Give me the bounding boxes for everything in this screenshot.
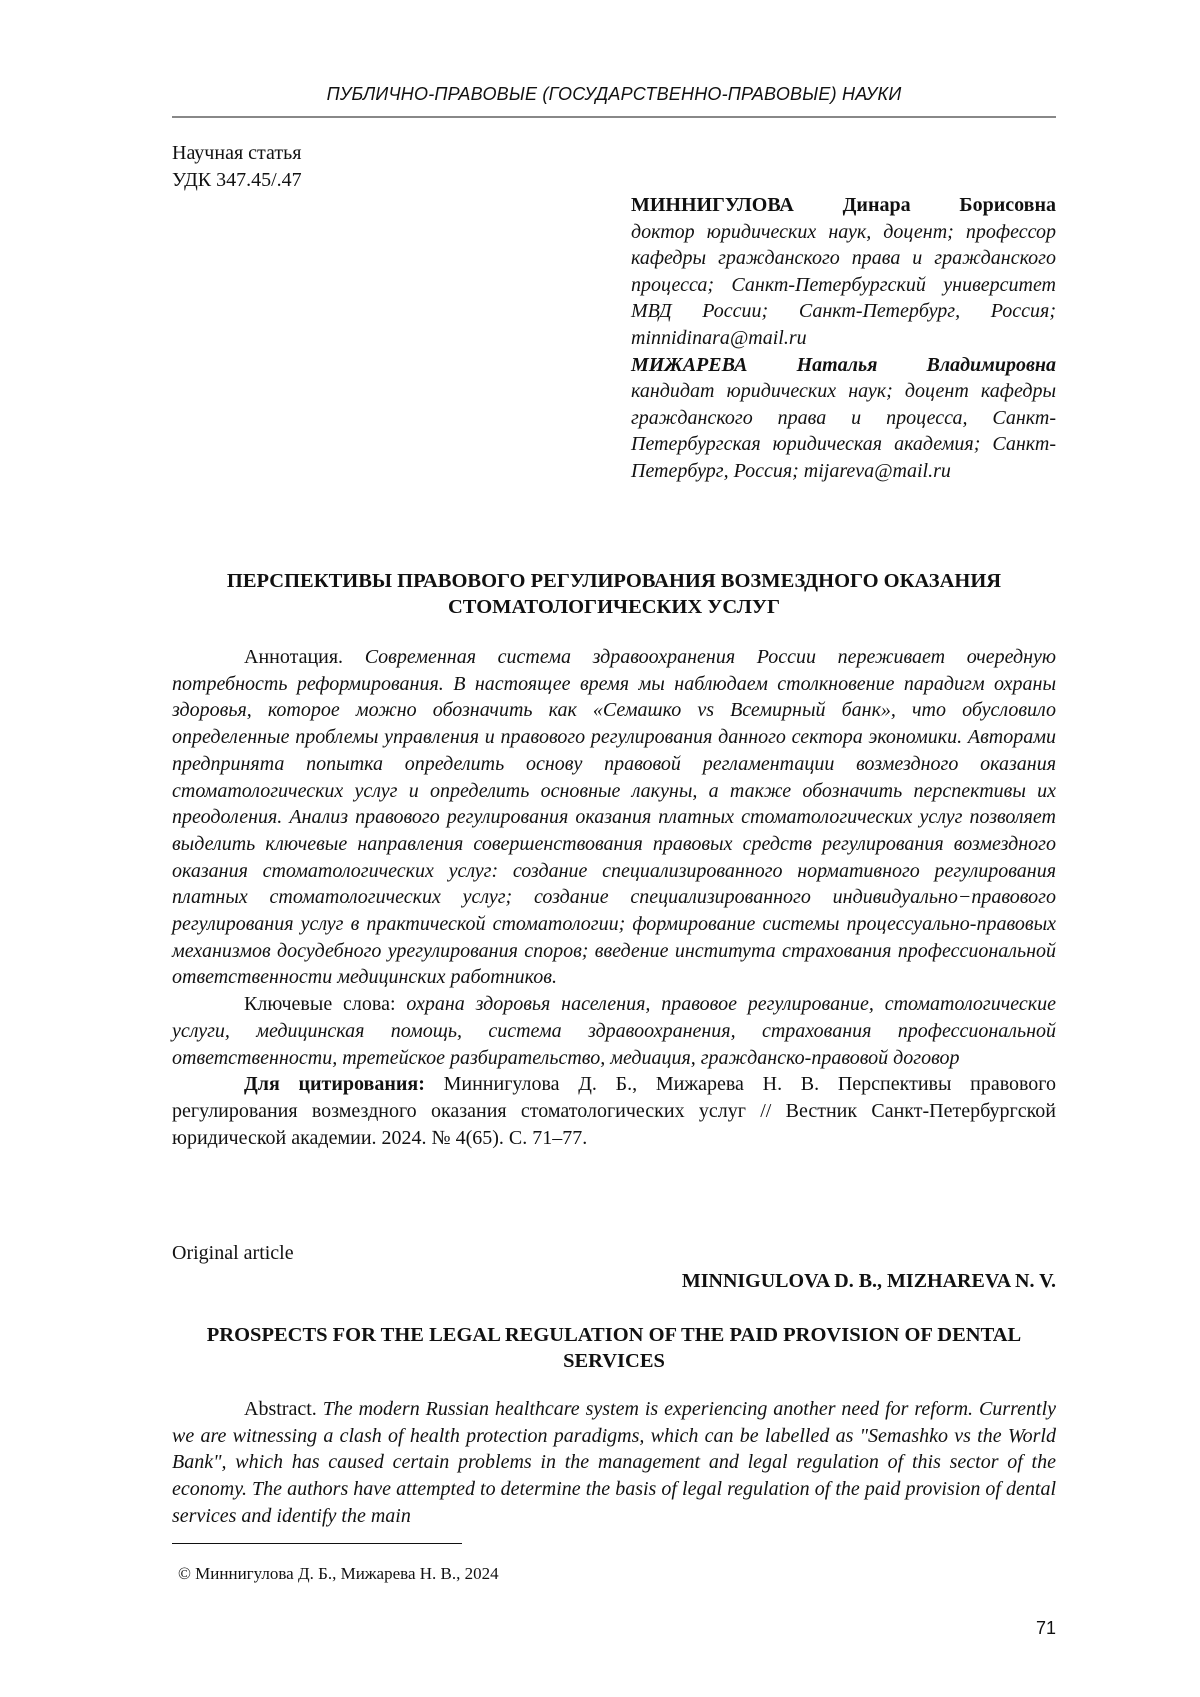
running-header: ПУБЛИЧНО-ПРАВОВЫЕ (ГОСУДАРСТВЕННО-ПРАВОВЫЕ) НАУКИ (326, 84, 902, 104)
author-affiliation-1: доктор юридических наук, доцент; профессор кафедры гражданского права и гражданского процесса; Санкт-Петербургский университет МВД России; Санкт-Петербург, Россия; minnidinara@mail.ru (631, 220, 1056, 349)
original-article-label: Original article (172, 1242, 294, 1264)
header-divider (172, 116, 1056, 118)
citation-label: Для цитирования: (244, 1073, 425, 1096)
keywords-ru-text: охрана здоровья населения, правовое регулирование, стоматологические услуги, медицинская помощь, система здравоохранения, страхования профессиональной ответственности, третейское разбирательство, медиация, гражданско-правовой договор (172, 993, 1057, 1069)
author-block (631, 192, 1056, 485)
article-title-en: PROSPECTS FOR THE LEGAL REGULATION OF THE PAID PROVISION OF DENTAL SERVICES (206, 1324, 1022, 1372)
english-abstract-section (172, 1396, 1056, 1530)
udk-code: УДК 347.45/.47 (172, 169, 302, 191)
keywords-ru (172, 991, 1056, 1071)
citation (172, 1071, 1056, 1151)
citation-text: Миннигулова Д. Б., Мижарева Н. В. Перспективы правового регулирования возмездного оказания стоматологических услуг // Вестник Санкт-Петербургской юридической академии. 2024. № 4(65). С. 71–77. (172, 1073, 1057, 1149)
article-meta (172, 140, 302, 194)
keywords-ru-label: Ключевые слова: (244, 993, 396, 1016)
abstract-en-label: Abstract. (244, 1398, 317, 1420)
footnote-divider (172, 1543, 462, 1544)
author-affiliation-2: кандидат юридических наук; доцент кафедры гражданского права и процесса, Санкт-Петербургская юридическая академия; Санкт-Петербург, Россия; mijareva@mail.ru (631, 380, 1056, 482)
abstract-ru (172, 644, 1056, 991)
author-name-2: МИЖАРЕВА Наталья Владимировна (631, 353, 1056, 376)
authors-en: MINNIGULOVA D. B., MIZHAREVA N. V. (681, 1270, 1056, 1292)
page-number: 71 (1035, 1618, 1056, 1638)
abstract-en (172, 1396, 1056, 1530)
copyright-footnote: © Миннигулова Д. Б., Мижарева Н. В., 2024 (178, 1564, 499, 1583)
author-name-1: МИННИГУЛОВА Динара Борисовна (631, 194, 1056, 216)
article-title-ru: ПЕРСПЕКТИВЫ ПРАВОВОГО РЕГУЛИРОВАНИЯ ВОЗМЕЗДНОГО ОКАЗАНИЯ СТОМАТОЛОГИЧЕСКИХ УСЛУГ (226, 570, 1002, 618)
abstract-ru-label: Аннотация. (244, 646, 344, 668)
article-type: Научная статья (172, 142, 302, 164)
abstract-ru-text: Современная система здравоохранения России переживает очередную потребность реформирования. В настоящее время мы наблюдаем столкновение парадигм охраны здоровья, которое можно обозначить как «Семашко vs Всемирный банк», что обусловило определенные проблемы управления и правового регулирования данного сектора экономики. Авторами предпринята попытка определить основу правовой регламентации возмездного оказания стоматологических услуг и определить основные лакуны, а также обозначить перспективы их преодоления. Анализ правового регулирования оказания платных стоматологических услуг позволяет выделить ключевые направления совершенствования правовых средств регулирования возмездного оказания стоматологических услуг: создание специализированного нормативного регулирования платных стоматологических услуг; создание специализированного индивидуально−правового регулирования услуг в практической стоматологии; формирование системы процессуально-правовых механизмов досудебного урегулирования споров; введение института страхования профессиональной ответственности медицинских работников. (172, 646, 1057, 989)
russian-abstract-section (172, 644, 1056, 1151)
abstract-en-text: The modern Russian healthcare system is experiencing another need for reform. Currently we are witnessing a clash of health protection paradigms, which can be labelled as "Semashko vs the World Bank", which has caused certain problems in the management and legal regulation of this sector of the economy. The authors have attempted to determine the basis of legal regulation of the paid provision of dental services and identify the main (172, 1398, 1056, 1527)
